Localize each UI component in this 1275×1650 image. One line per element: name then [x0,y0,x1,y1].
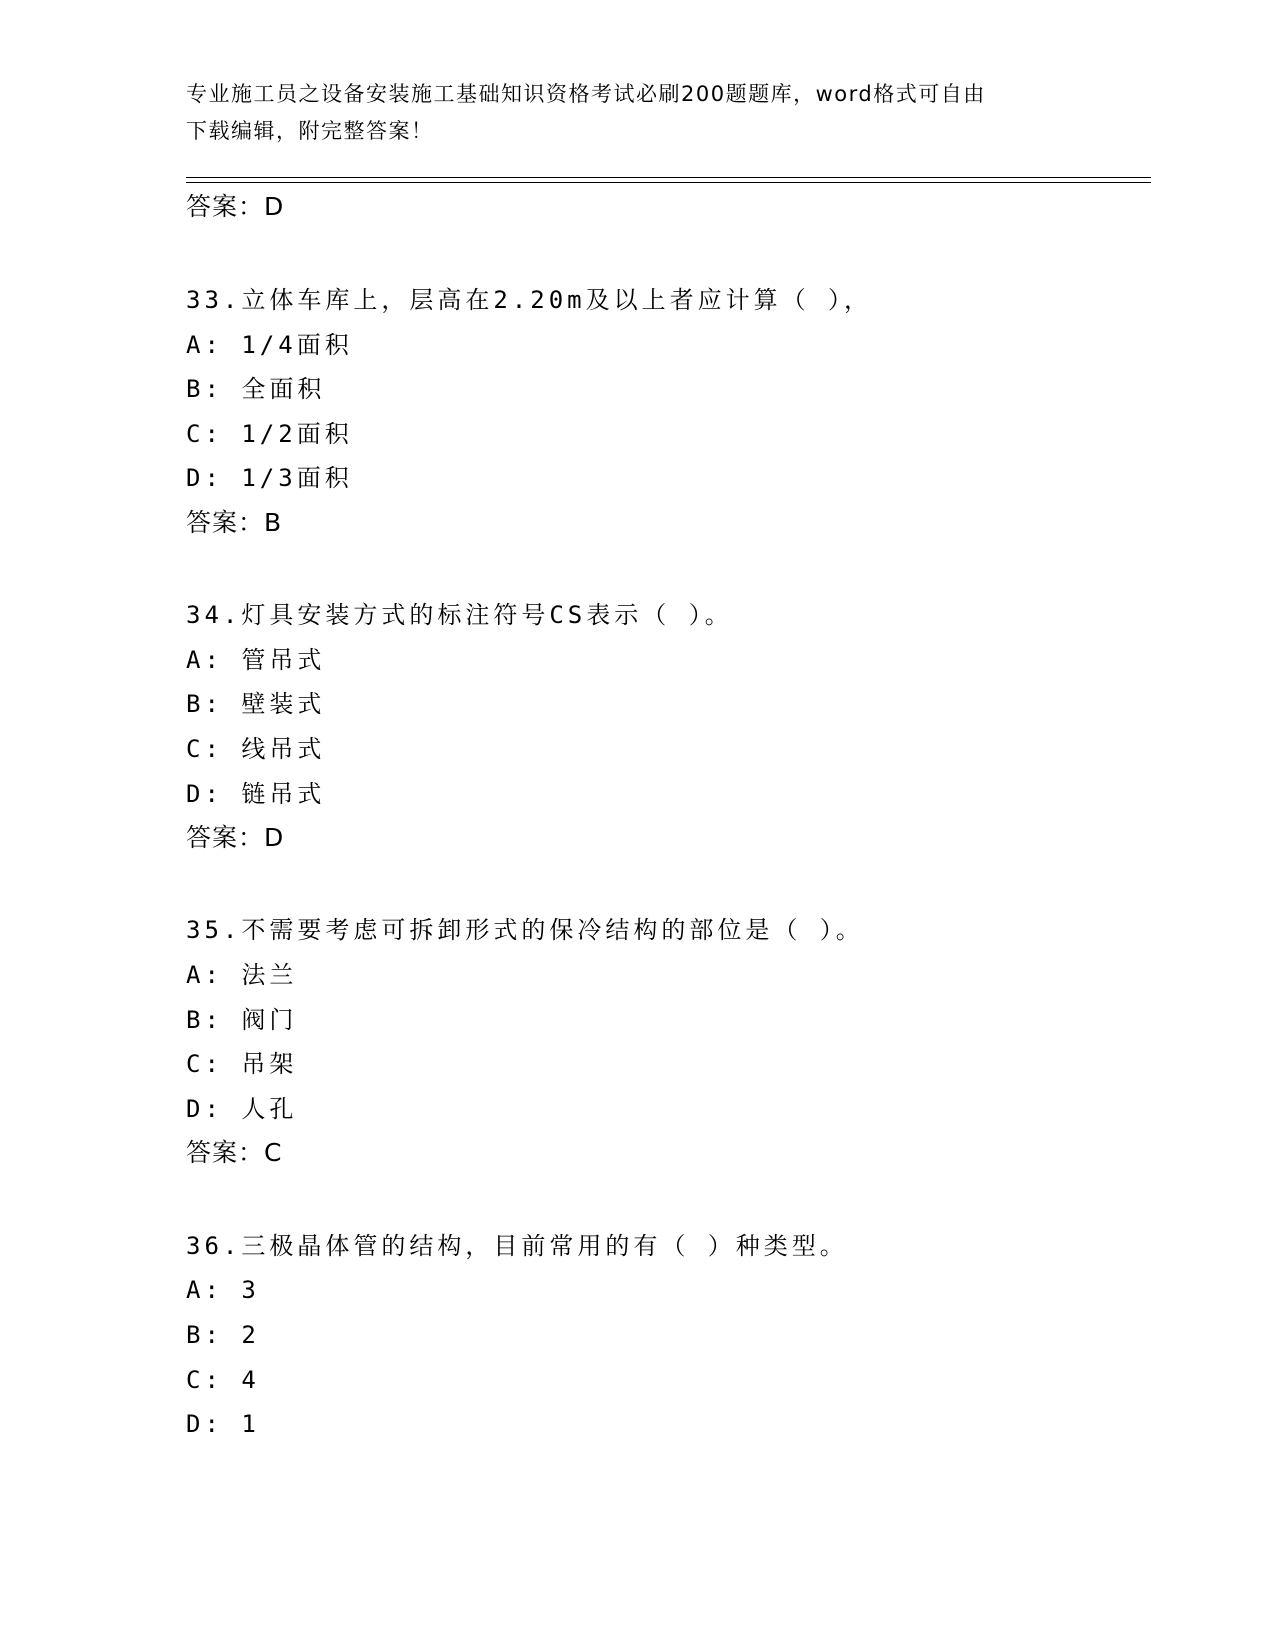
question-33-stem: 33.立体车库上，层高在2.20m及以上者应计算（ ）， [186,286,873,314]
question-36-option-b: B: 2 [186,1321,260,1349]
question-36-stem: 36.三极晶体管的结构，目前常用的有（ ）种类型。 [186,1232,848,1260]
question-34-option-b: B: 壁装式 [186,690,326,718]
question-33-option-b: B: 全面积 [186,375,326,403]
question-34-option-a: A: 管吊式 [186,646,326,674]
question-35-option-c: C: 吊架 [186,1050,298,1078]
question-35-option-a: A: 法兰 [186,961,298,989]
question-35-stem: 35.不需要考虑可拆卸形式的保冷结构的部位是（ ）。 [186,916,864,944]
question-33-option-d: D: 1/3面积 [186,464,353,492]
previous-answer: 答案：D [186,192,285,221]
question-34-option-d: D: 链吊式 [186,780,326,808]
question-33-option-a: A: 1/4面积 [186,331,353,359]
question-35-option-b: B: 阀门 [186,1006,298,1034]
question-34-answer: 答案：D [186,823,285,852]
question-35-option-d: D: 人孔 [186,1095,298,1123]
question-36-option-c: C: 4 [186,1366,260,1394]
header-line-1: 专业施工员之设备安装施工基础知识资格考试必刷200题题库，word格式可自由 [186,82,986,106]
question-36-option-d: D: 1 [186,1410,260,1438]
question-33-option-c: C: 1/2面积 [186,420,353,448]
header-line-2: 下载编辑，附完整答案！ [186,119,434,143]
question-34-option-c: C: 线吊式 [186,735,326,763]
question-36-option-a: A: 3 [186,1276,260,1304]
header-divider-bottom [186,182,1151,183]
question-33-answer: 答案：B [186,508,283,537]
question-34-stem: 34.灯具安装方式的标注符号CS表示（ ）。 [186,601,733,629]
question-35-answer: 答案：C [186,1138,283,1167]
document-header [186,76,1086,150]
header-divider-top [186,177,1151,178]
